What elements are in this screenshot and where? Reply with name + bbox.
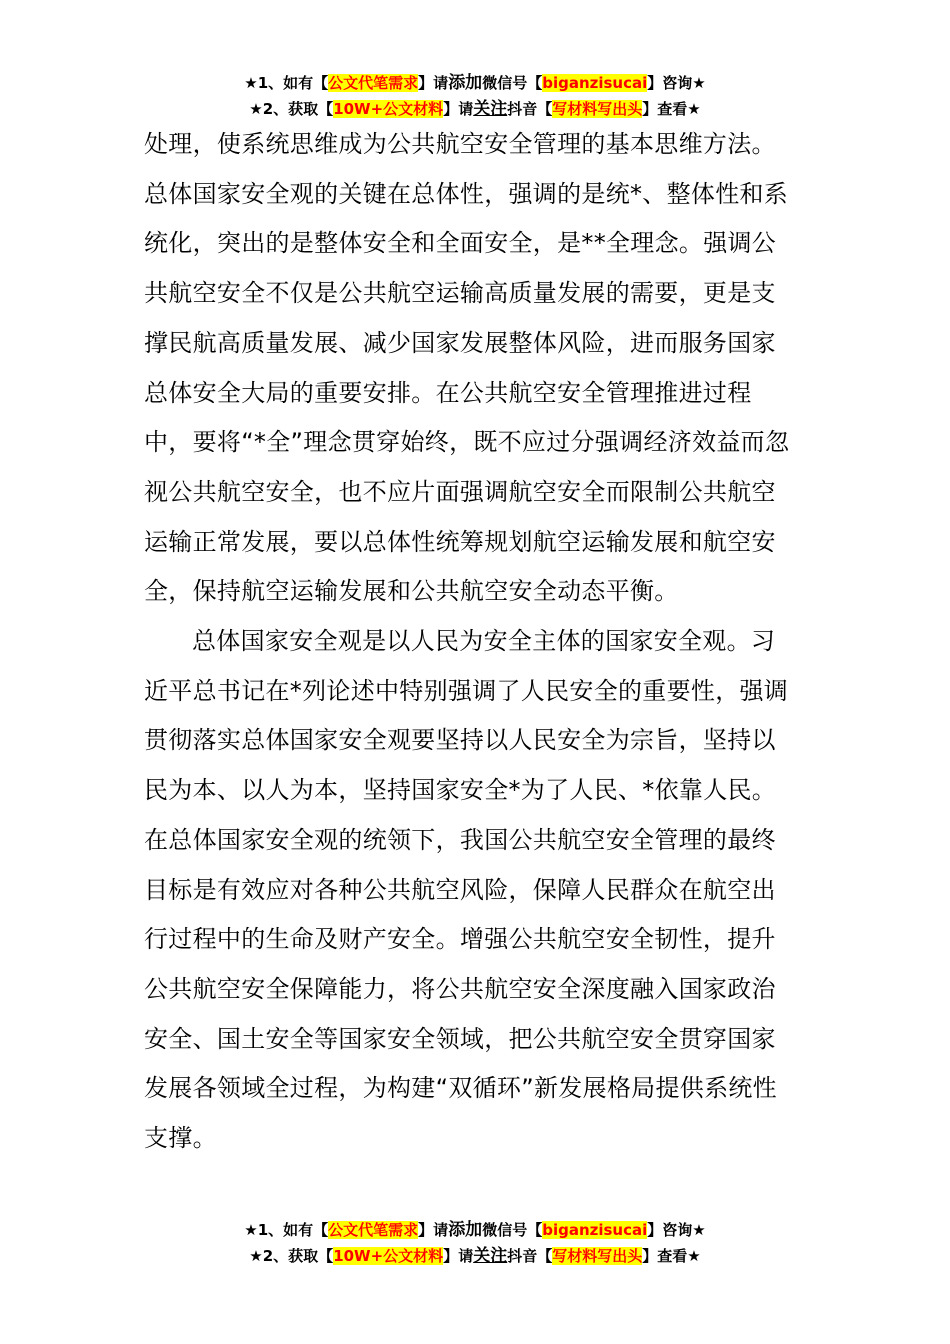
footer-2-highlight-douyin: 写材料写出头: [552, 1247, 643, 1265]
footer-1-suffix: 】咨询★: [647, 1221, 706, 1239]
banner-1-text-2: 微信号【: [482, 74, 543, 92]
footer-2-text-2: 抖音【: [507, 1247, 553, 1265]
banner-2-text: 】请: [443, 100, 474, 118]
footer-line-1: [0, 1217, 950, 1243]
footer-2-strong: 关注: [473, 1246, 508, 1266]
paragraph-2: 总体国家安全观是以人民为安全主体的国家安全观。习近平总书记在*列论述中特别强调了人民安全的重要性，强调贯彻落实总体国家安全观要坚持以人民安全为宗旨，坚持以民为本、以人为本，坚持国家安全*为了人民、*依靠人民。在总体国家安全观的统领下，我国公共航空安全管理的最终目标是有效应对各种公共航空风险，保障人民群众在航空出行过程中的生命及财产安全。增强公共航空安全韧性，提升公共航空安全保障能力，将公共航空安全深度融入国家政治安全、国土安全等国家安全领域，把公共航空安全贯穿国家发展各领域全过程，为构建“双循环”新发展格局提供系统性支撑。: [144, 627, 789, 1153]
banner-2-suffix: 】查看★: [642, 100, 701, 118]
banner-line-1: [0, 70, 950, 96]
banner-1-highlight-service: 公文代笔需求: [328, 74, 419, 92]
banner-1-text: 】请: [418, 74, 449, 92]
header-banner: [0, 70, 950, 122]
footer-1-prefix: ★1、如有【: [244, 1221, 329, 1239]
banner-2-strong: 关注: [473, 99, 508, 119]
footer-2-prefix: ★2、获取【: [249, 1247, 334, 1265]
footer-1-strong: 添加: [448, 1220, 483, 1240]
paragraph-1: 处理，使系统思维成为公共航空安全管理的基本思维方法。总体国家安全观的关键在总体性，强调的是统*、整体性和系统化，突出的是整体安全和全面安全，是**全理念。强调公共航空安全不仅是公共航空运输高质量发展的需要，更是支撑民航高质量发展、减少国家发展整体风险，进而服务国家总体安全大局的重要安排。在公共航空安全管理推进过程中，要将“*全”理念贯穿始终，既不应过分强调经济效益而忽视公共航空安全，也不应片面强调航空安全而限制公共航空运输正常发展，要以总体性统筹规划航空运输发展和航空安全，保持航空运输发展和公共航空安全动态平衡。: [144, 130, 790, 606]
footer-1-highlight-service: 公文代笔需求: [328, 1221, 419, 1239]
banner-1-suffix: 】咨询★: [647, 74, 706, 92]
footer-2-suffix: 】查看★: [642, 1247, 701, 1265]
document-body: [144, 120, 794, 1164]
footer-1-highlight-wechat: biganzisucai: [542, 1221, 648, 1239]
banner-2-prefix: ★2、获取【: [249, 100, 334, 118]
banner-1-strong: 添加: [448, 73, 483, 93]
banner-2-highlight-materials: 10W+公文材料: [333, 100, 444, 118]
footer-2-text: 】请: [443, 1247, 474, 1265]
footer-line-2: [0, 1243, 950, 1269]
footer-2-highlight-materials: 10W+公文材料: [333, 1247, 444, 1265]
banner-1-highlight-wechat: biganzisucai: [542, 74, 648, 92]
banner-line-2: [0, 96, 950, 122]
banner-2-text-2: 抖音【: [507, 100, 553, 118]
banner-2-highlight-douyin: 写材料写出头: [552, 100, 643, 118]
banner-1-prefix: ★1、如有【: [244, 74, 329, 92]
footer-banner: [0, 1217, 950, 1269]
footer-1-text: 】请: [418, 1221, 449, 1239]
footer-1-text-2: 微信号【: [482, 1221, 543, 1239]
